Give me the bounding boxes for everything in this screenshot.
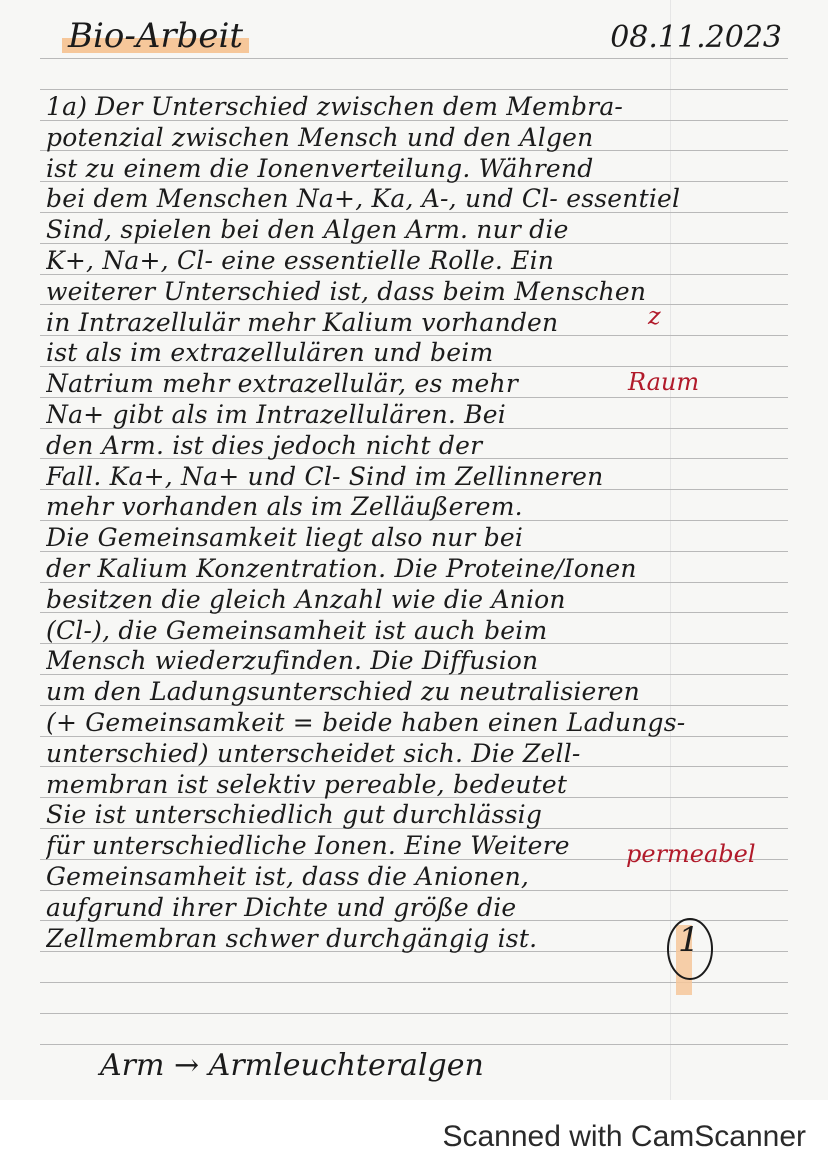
- text-line: (Cl-), die Gemeinsamheit ist auch beim: [46, 615, 548, 645]
- page-date: 08.11.2023: [610, 20, 782, 55]
- text-line: Sie ist unterschiedlich gut durchlässig: [46, 800, 543, 830]
- text-line: membran ist selektiv pereable, bedeutet: [46, 769, 568, 799]
- text-line: aufgrund ihrer Dichte und größe die: [46, 892, 517, 922]
- text-line: Na+ gibt als im Intrazellulären. Bei: [46, 400, 506, 429]
- ruled-line: [40, 1013, 788, 1014]
- correction-permeabel: permeabel: [626, 840, 756, 868]
- text-line: potenzial zwischen Mensch und den Algen: [46, 122, 594, 152]
- text-line: weiterer Unterschied ist, dass beim Menschen: [46, 276, 647, 306]
- text-line: 1a) Der Unterschied zwischen dem Membra-: [46, 92, 624, 121]
- ruled-line: [40, 1044, 788, 1045]
- text-line: unterschied) unterscheidet sich. Die Zell-: [46, 738, 581, 768]
- ruled-line: [40, 89, 788, 90]
- ruled-line: [40, 58, 788, 59]
- text-line: Sind, spielen bei den Algen Arm. nur die: [46, 215, 569, 245]
- text-line: für unterschiedliche Ionen. Eine Weitere: [46, 831, 570, 861]
- text-line: in Intrazellulär mehr Kalium vorhanden: [46, 307, 559, 337]
- text-line: mehr vorhanden als im Zelläußerem.: [46, 492, 523, 522]
- camscanner-watermark: Scanned with CamScanner: [442, 1120, 806, 1153]
- text-line: Fall. Ka+, Na+ und Cl- Sind im Zellinneren: [46, 461, 604, 491]
- text-line: bei dem Menschen Na+, Ka, A-, und Cl- essentiel: [46, 184, 681, 214]
- score-value: 1: [678, 920, 700, 960]
- correction-mark-z: z: [648, 302, 661, 330]
- text-line: Zellmembran schwer durchgängig ist.: [46, 923, 538, 953]
- text-line: besitzen die gleich Anzahl wie die Anion: [46, 584, 566, 614]
- text-line: Gemeinsamheit ist, dass die Anionen,: [46, 862, 530, 891]
- correction-raum: Raum: [628, 368, 700, 396]
- text-line: Mensch wiederzufinden. Die Diffusion: [46, 646, 539, 676]
- text-line: der Kalium Konzentration. Die Proteine/Ionen: [46, 554, 637, 583]
- text-line: Die Gemeinsamkeit liegt also nur bei: [46, 523, 524, 553]
- text-line: Natrium mehr extrazellulär, es mehr: [46, 369, 519, 399]
- text-line: um den Ladungsunterschied zu neutralisieren: [46, 677, 640, 707]
- text-line: ist als im extrazellulären und beim: [46, 338, 494, 368]
- text-line: den Arm. ist dies jedoch nicht der: [46, 430, 483, 460]
- text-line: ist zu einem die Ionenverteilung. Während: [46, 153, 594, 183]
- text-line: (+ Gemeinsamkeit = beide haben einen Ladungs-: [46, 708, 686, 737]
- page-title: Bio-Arbeit: [62, 16, 249, 56]
- text-line: K+, Na+, Cl- eine essentielle Rolle. Ein: [46, 246, 555, 275]
- footnote-abbreviation: Arm → Armleuchteralgen: [100, 1048, 484, 1083]
